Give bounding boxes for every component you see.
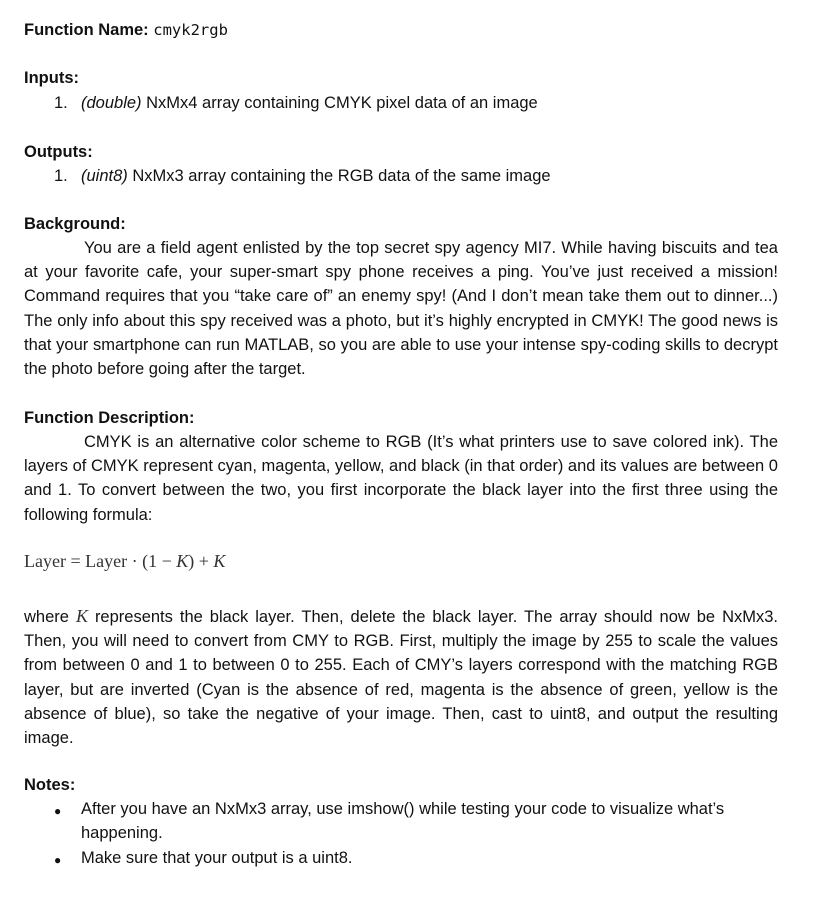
description-text-2b: represents the black layer. Then, delete the black layer. The array should now be NxMx3. Then, you will need to convert from CMY to RGB. First, multiply the image by 255 to scale the values from between 0 and 1 to between 0 to 255. Each of CMY’s layers correspond with the matching RGB layer, but are inverted (Cyan is the absence of red, magenta is the absence of green, yellow is the absence of blue), so take the negative of your image. Then, cast to uint8, and output the resulting image. — [24, 608, 779, 748]
inputs-item-type: (double) — [81, 94, 142, 112]
outputs-heading: Outputs: — [24, 143, 93, 161]
formula-open: (1 — [142, 551, 158, 571]
function-name-line — [24, 21, 778, 40]
formula-k2: K — [213, 551, 226, 571]
inputs-item-number: 1. — [54, 94, 68, 112]
formula-rhs-layer: Layer — [85, 551, 128, 571]
background-text: You are a field agent enlisted by the top secret spy agency MI7. While having biscuits and tea at your favorite cafe, your super-smart spy phone receives a ping. You’ve just received a mission! Command requires that you “take care of” an enemy spy! (And I don’t mean take them out to dinner...) The only info about this spy received was a photo, but it’s highly encrypted in CMYK! The good news is that your smartphone can run MATLAB, so you are able to use your intense spy-coding skills to decrypt the photo before going after the target. — [24, 239, 778, 379]
description-heading: Function Description: — [24, 409, 195, 427]
background-paragraph — [24, 236, 778, 381]
description-text-1: CMYK is an alternative color scheme to RGB (It’s what printers use to save colored ink). The layers of CMYK represent cyan, magenta, yellow, and black (in that order) and its values are between 0 and 1. To convert between the two, you first incorporate the black layer into the first three using the following formula: — [24, 433, 778, 524]
formula-k1: K — [176, 551, 189, 571]
notes-item-text: Make sure that your output is a uint8. — [81, 849, 353, 867]
inputs-item — [54, 94, 774, 113]
formula-plus: + — [198, 551, 209, 571]
description-var-k: K — [75, 606, 88, 626]
notes-heading: Notes: — [24, 776, 76, 794]
inputs-item-text: NxMx4 array containing CMYK pixel data of an image — [141, 94, 538, 112]
notes-item — [54, 797, 782, 846]
function-name-label: Function Name: — [24, 21, 149, 39]
description-text-2a: where — [24, 608, 69, 626]
bullet-icon: ● — [54, 804, 62, 818]
notes-item-text: After you have an NxMx3 array, use imshow() while testing your code to visualize what’s happening. — [81, 800, 725, 843]
bullet-icon: ● — [54, 853, 62, 867]
outputs-item-text: NxMx3 array containing the RGB data of the same image — [127, 167, 551, 185]
formula-lhs: Layer — [24, 551, 66, 571]
formula-minus: − — [161, 551, 172, 571]
function-name-value: cmyk2rgb — [153, 21, 228, 39]
background-heading: Background: — [24, 215, 126, 233]
conversion-formula — [24, 551, 225, 572]
formula-equals: = — [70, 551, 81, 571]
inputs-heading: Inputs: — [24, 69, 79, 87]
outputs-item-type: (uint8) — [81, 167, 128, 185]
notes-item — [54, 846, 782, 870]
formula-close: ) — [188, 551, 195, 571]
description-paragraph-1 — [24, 430, 778, 527]
outputs-item-number: 1. — [54, 167, 68, 185]
description-paragraph-2 — [24, 604, 778, 750]
outputs-item — [54, 167, 774, 186]
formula-dot: · — [131, 551, 138, 571]
